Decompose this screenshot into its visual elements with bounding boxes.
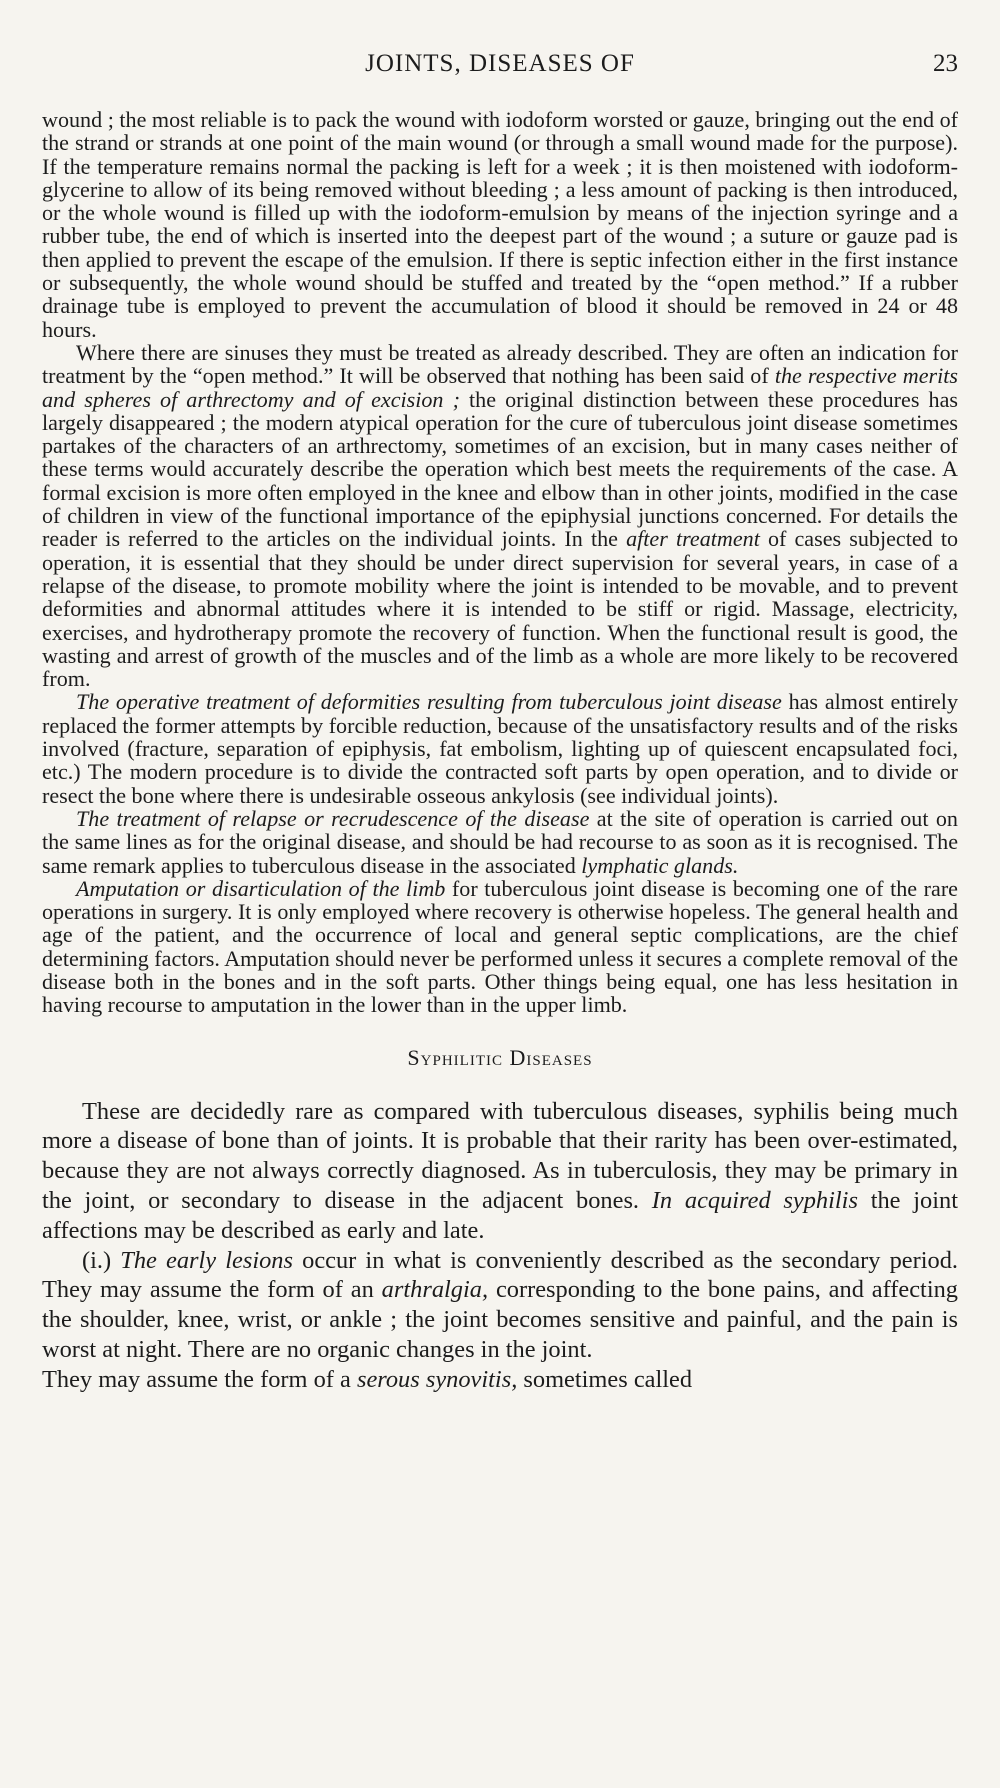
large-print-section (42, 1097, 958, 1395)
paragraph-text: occur in what is conveniently described as the secondary period. They may assume the form of an (42, 1246, 959, 1304)
paragraph-sinuses (42, 341, 958, 690)
italic-phrase: Amputation or disarticulation of the limb (76, 875, 446, 901)
paragraph-relapse (42, 807, 958, 877)
paragraph-text: the original distinction between these procedures has largely disappeared ; the modern atypical operation for the cure of tuberculous joint disease sometimes partakes of the characters of an arthrectomy, sometimes of an excision, but in many cases neither of these terms would accurately describe the operation which best meets the requirements of the case. A formal excision is more often employed in the knee and elbow than in other joints, modified in the case of children in view of the functional importance of the epiphysial junctions concerned. For details the reader is referred to the articles on the individual joints. In the (42, 386, 958, 552)
paragraph-text: at the site of operation is carried out on the same lines as for the original disease, and should be had recourse to as soon as it is recognised. The same remark applies to tuberculous disease in the associated (42, 805, 958, 878)
italic-phrase: serous synovitis, (356, 1365, 518, 1393)
italic-phrase: arthralgia, (381, 1276, 489, 1304)
small-print-section (42, 108, 958, 1017)
paragraph-early-lesions (42, 1246, 958, 1365)
section-heading (42, 1045, 958, 1071)
paragraph-text: corresponding to the bone pains, and affecting the shoulder, knee, wrist, or ankle ; the joint becomes sensitive and painful, and the pain is worst at night. There are no organic changes in the joint. (42, 1276, 958, 1363)
paragraph-text: has almost entirely replaced the former attempts by forcible reduction, because of the unsatisfactory results and of the risks involved (fracture, separation of epiphysis, fat embolism, lighting up of quiescent encapsulated foci, etc.) The modern procedure is to divide the contracted soft parts by open operation, and to divide or resect the bone where there is undesirable osseous ankylosis (see individual joints). (42, 689, 958, 808)
italic-phrase: the respective merits and spheres of arthrectomy and of excision ; (42, 363, 958, 412)
paragraph-text: Where there are sinuses they must be treated as already described. They are often an indication for treatment by the “open method.” It will be observed that nothing has been said of (42, 339, 958, 389)
running-title: JOINTS, DISEASES OF (365, 50, 635, 77)
page-header (0, 50, 1000, 90)
paragraph-text: (i.) (82, 1246, 121, 1274)
italic-phrase: The early lesions (120, 1246, 293, 1274)
paragraph-operative-treatment (42, 690, 958, 806)
paragraph-syphilis-intro (42, 1097, 958, 1246)
italic-phrase: after treatment (626, 526, 760, 552)
body-text (42, 108, 958, 1395)
section-heading-text: Syphilitic Diseases (407, 1044, 593, 1070)
paragraph-text: sometimes called (517, 1365, 693, 1393)
italic-phrase: In acquired syphilis (651, 1186, 858, 1214)
paragraph-wound-packing (42, 108, 958, 341)
paragraph-text: of cases subjected to operation, it is essential that they should be under direct supervision for several years, in case of a relapse of the disease, to promote mobility where the joint is intended to be movable, and to prevent deformities and abnormal attitudes where it is intended to be stiff or rigid. Massage, electricity, exercises, and hydrotherapy promote the recovery of function. When the functional result is good, the wasting and arrest of growth of the muscles and of the limb as a whole are more likely to be recovered from. (42, 526, 959, 692)
paragraph-amputation (42, 877, 958, 1017)
italic-phrase: lymphatic glands. (581, 852, 739, 878)
italic-phrase: The treatment of relapse or recrudescence of the disease (76, 805, 590, 831)
page-number: 23 (933, 50, 958, 77)
paragraph-text: wound ; the most reliable is to pack the wound with iodoform worsted or gauze, bringing out the end of the strand or strands at one point of the main wound (or through a small wound made for the purpose). If the temperature remains normal the packing is left for a week ; it is then moistened with iodoform-glycerine to allow of its being removed without bleeding ; a less amount of packing is then introduced, or the whole wound is filled up with the iodoform-emulsion by means of the injection syringe and a rubber tube, the end of which is inserted into the deepest part of the wound ; a suture or gauze pad is then applied to prevent the escape of the emulsion. If there is septic infection either in the first instance or subsequently, the whole wound should be stuffed and treated by the “open method.” If a rubber drainage tube is employed to prevent the accumulation of blood it should be removed in 24 or 48 hours. (42, 107, 958, 342)
paragraph-text: for tuberculous joint disease is becoming one of the rare operations in surgery. It is only employed where recovery is otherwise hopeless. The general health and age of the patient, and the occurrence of local and general septic complications, are the chief determining factors. Amputation should never be performed unless it secures a complete removal of the disease both in the bones and in the soft parts. Other things being equal, one has less hesitation in having recourse to amputation in the lower than in the upper limb. (42, 875, 958, 1018)
italic-phrase: The operative treatment of deformities resulting from tuberculous joint disease (76, 689, 782, 715)
paragraph-text: They may assume the form of a (42, 1365, 357, 1393)
paragraph-text: the joint affections may be described as early and late. (42, 1186, 958, 1244)
paragraph-text: These are decidedly rare as compared with tuberculous diseases, syphilis being much more a disease of bone than of joints. It is probable that their rarity has been over-estimated, because they are not always correctly diagnosed. As in tuberculosis, they may be primary in the joint, or secondary to disease in the adjacent bones. (42, 1097, 958, 1214)
paragraph-serous-synovitis (42, 1365, 958, 1395)
